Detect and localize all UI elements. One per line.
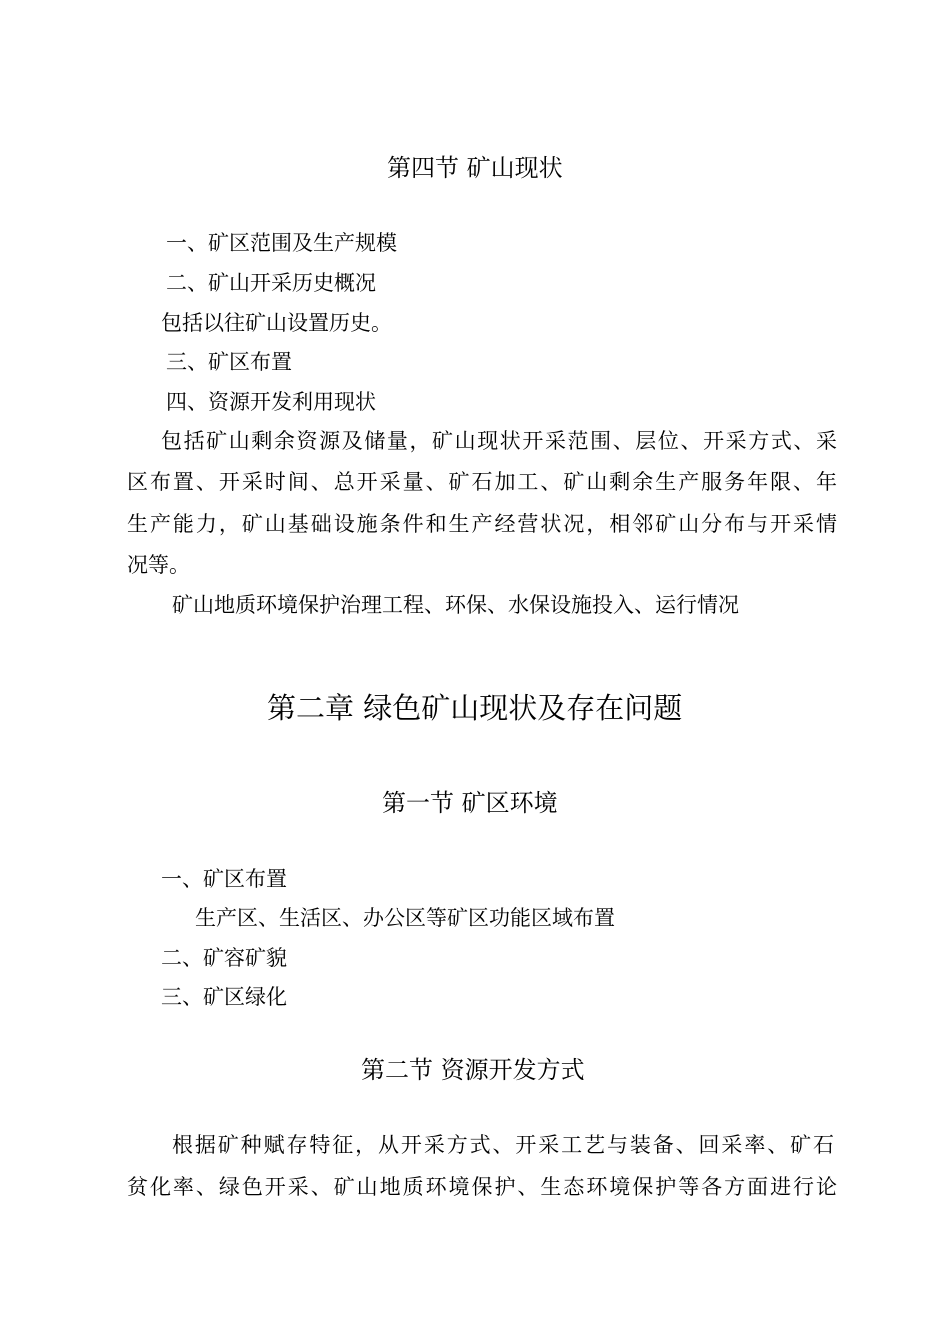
list-item: 一、矿区范围及生产规模	[166, 231, 397, 255]
list-item: 四、资源开发利用现状	[166, 390, 376, 414]
list-item: 三、矿区绿化	[161, 985, 287, 1009]
list-item: 三、矿区布置	[166, 350, 292, 374]
list-item: 一、矿区布置	[161, 867, 287, 891]
section-heading: 第四节 矿山现状	[387, 154, 563, 182]
paragraph-line: 况等。	[127, 553, 190, 577]
paragraph-line: 贫化率、绿色开采、矿山地质环境保护、生态环境保护等各方面进行论	[127, 1175, 837, 1199]
body-text: 生产区、生活区、办公区等矿区功能区域布置	[195, 906, 615, 930]
section-heading: 第一节 矿区环境	[382, 789, 558, 817]
body-text: 包括以往矿山设置历史。	[161, 311, 392, 335]
list-item: 二、矿容矿貌	[161, 946, 287, 970]
section-heading: 第二节 资源开发方式	[361, 1056, 585, 1084]
paragraph-line: 区布置、开采时间、总开采量、矿石加工、矿山剩余生产服务年限、年	[127, 470, 837, 494]
body-text: 矿山地质环境保护治理工程、环保、水保设施投入、运行情况	[172, 593, 739, 617]
chapter-heading: 第二章 绿色矿山现状及存在问题	[267, 691, 683, 725]
paragraph-line: 生产能力，矿山基础设施条件和生产经营状况，相邻矿山分布与开采情	[127, 512, 837, 536]
paragraph-line: 包括矿山剩余资源及储量，矿山现状开采范围、层位、开采方式、采	[161, 429, 837, 453]
list-item: 二、矿山开采历史概况	[166, 271, 376, 295]
paragraph-line: 根据矿种赋存特征，从开采方式、开采工艺与装备、回采率、矿石	[172, 1133, 834, 1157]
